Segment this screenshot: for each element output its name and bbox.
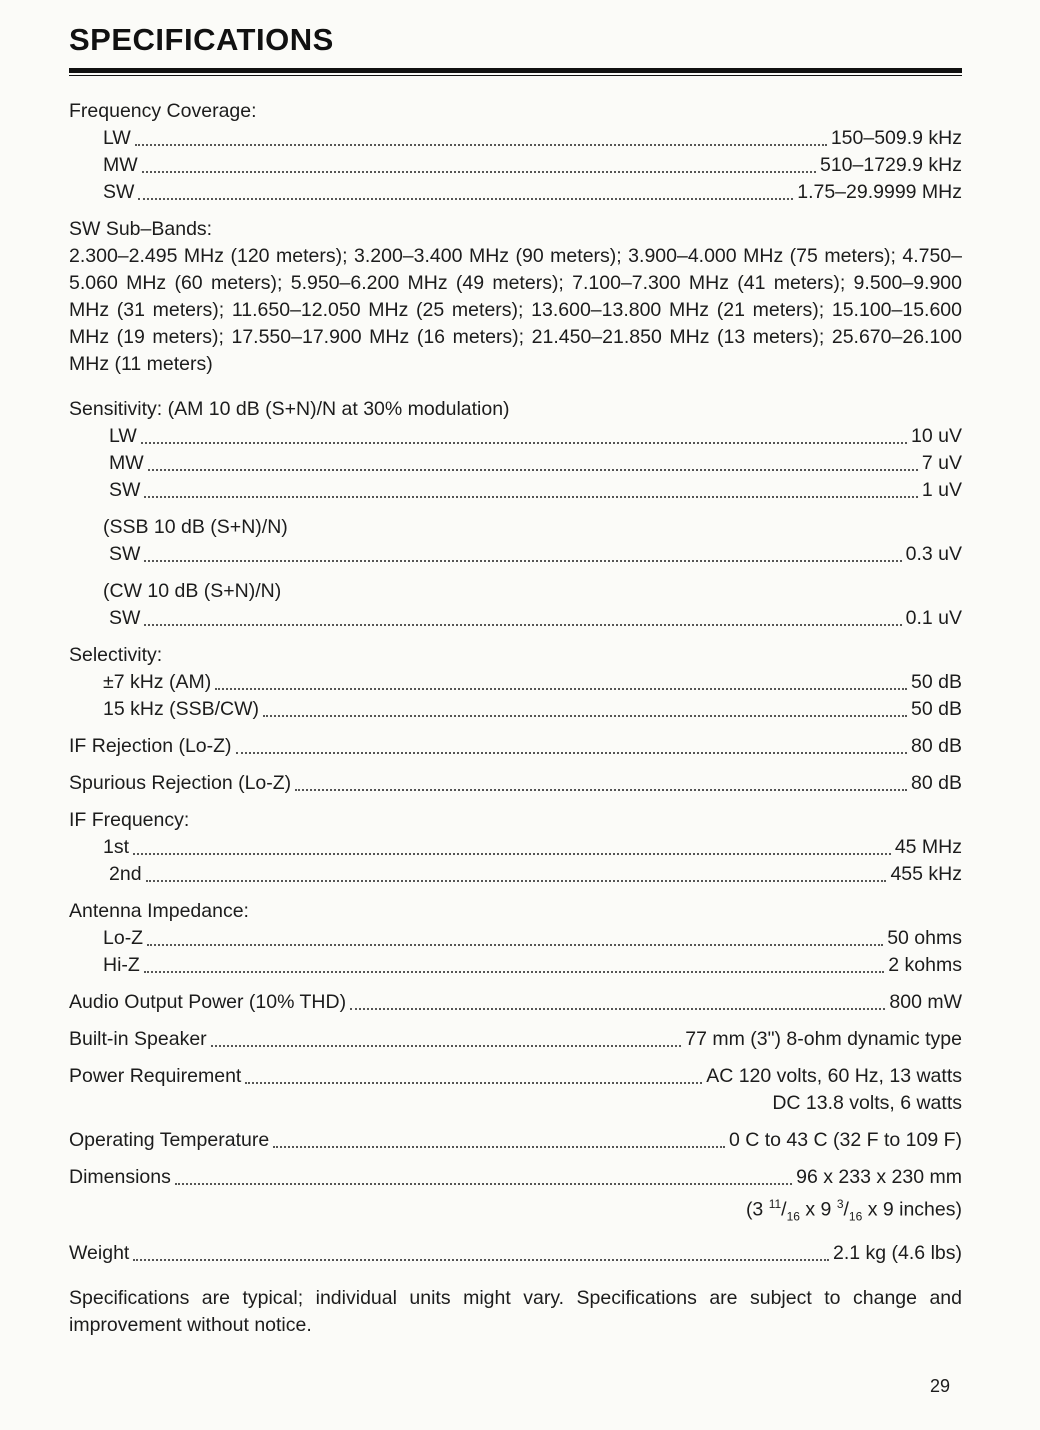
antenna-row-loz: Lo-Z 50 ohms: [103, 927, 962, 949]
if-row-2nd: 2nd 455 kHz: [109, 863, 962, 885]
weight-row: Weight 2.1 kg (4.6 lbs): [69, 1242, 962, 1265]
spec-row-sw: SW 1.75–29.9999 MHz: [103, 181, 962, 203]
sens-row-lw: LW 10 uV: [109, 425, 962, 447]
if-row-1st: 1st 45 MHz: [103, 836, 962, 858]
page-number: 29: [930, 1376, 951, 1396]
spec-body: [69, 98, 962, 1339]
if-rejection-row: IF Rejection (Lo-Z) 80 dB: [69, 735, 962, 757]
ssb-row-sw: SW 0.3 uV: [109, 543, 962, 565]
dimensions-inches: (3 $^{11}/_{16}$ x 9 $^3/_{16}$ x 9 inches): [745, 1197, 962, 1224]
sens-row-sw: SW 1 uV: [109, 479, 962, 501]
temp-row: Operating Temperature 0 C to 43 C (32 F to 109 F): [69, 1129, 962, 1151]
if-freq-heading: IF Frequency:: [69, 809, 190, 831]
sel-row-ssb: 15 kHz (SSB/CW) 50 dB: [103, 698, 962, 720]
page-title: SPECIFICATIONS: [69, 22, 334, 57]
freq-heading: Frequency Coverage:: [69, 100, 257, 122]
cw-heading: (CW 10 dB (S+N)/N): [103, 580, 282, 602]
spurious-row: Spurious Rejection (Lo-Z) 80 dB: [69, 772, 962, 794]
speaker-row: Built-in Speaker 77 mm (3") 8-ohm dynamic type: [69, 1028, 962, 1050]
subbands-text: 2.300–2.495 MHz (120 meters); 3.200–3.400 MHz (90 meters); 3.900–4.000 MHz (75 meters); 4.750–5.060 MHz (60 meters); 5.950–6.200 MHz (49 meters); 7.100–7.300 MHz (41 meters); 9.500–9.900 MHz (31 meters); 11.650–12.050 MHz (25 meters); 13.600–13.800 MHz (21 meters); 15.100–15.600 MHz (19 meters); 17.550–17.900 MHz (16 meters); 21.450–21.850 MHz (13 meters); 25.670–26.100 MHz (11 meters): [69, 245, 962, 375]
sel-row-am: ±7 kHz (AM) 50 dB: [103, 671, 962, 693]
subbands-heading: SW Sub–Bands:: [69, 218, 213, 240]
antenna-heading: Antenna Impedance:: [69, 900, 249, 922]
selectivity-heading: Selectivity:: [69, 644, 163, 666]
spec-row-lw: LW 150–509.9 kHz: [103, 127, 962, 149]
dimensions-row: Dimensions 96 x 233 x 230 mm: [69, 1166, 962, 1188]
title-rule: [69, 68, 962, 73]
antenna-row-hiz: Hi-Z 2 kohms: [103, 954, 962, 976]
cw-row-sw: SW 0.1 uV: [109, 607, 962, 629]
footnote: Specifications are typical; individual units might vary. Specifications are subject to change and improvement without notice.: [69, 1287, 962, 1337]
spec-page: [69, 22, 962, 1339]
sensitivity-heading: Sensitivity: (AM 10 dB (S+N)/N at 30% modulation): [69, 398, 510, 420]
spec-row-mw: MW 510–1729.9 kHz: [103, 154, 962, 176]
ssb-heading: (SSB 10 dB (S+N)/N): [103, 516, 288, 538]
title-rule-thin: [69, 75, 962, 76]
sens-row-mw: MW 7 uV: [109, 452, 962, 474]
power-dc: DC 13.8 volts, 6 watts: [772, 1092, 962, 1114]
power-row: Power Requirement AC 120 volts, 60 Hz, 13 watts: [69, 1065, 962, 1087]
audio-row: Audio Output Power (10% THD) 800 mW: [69, 991, 962, 1013]
